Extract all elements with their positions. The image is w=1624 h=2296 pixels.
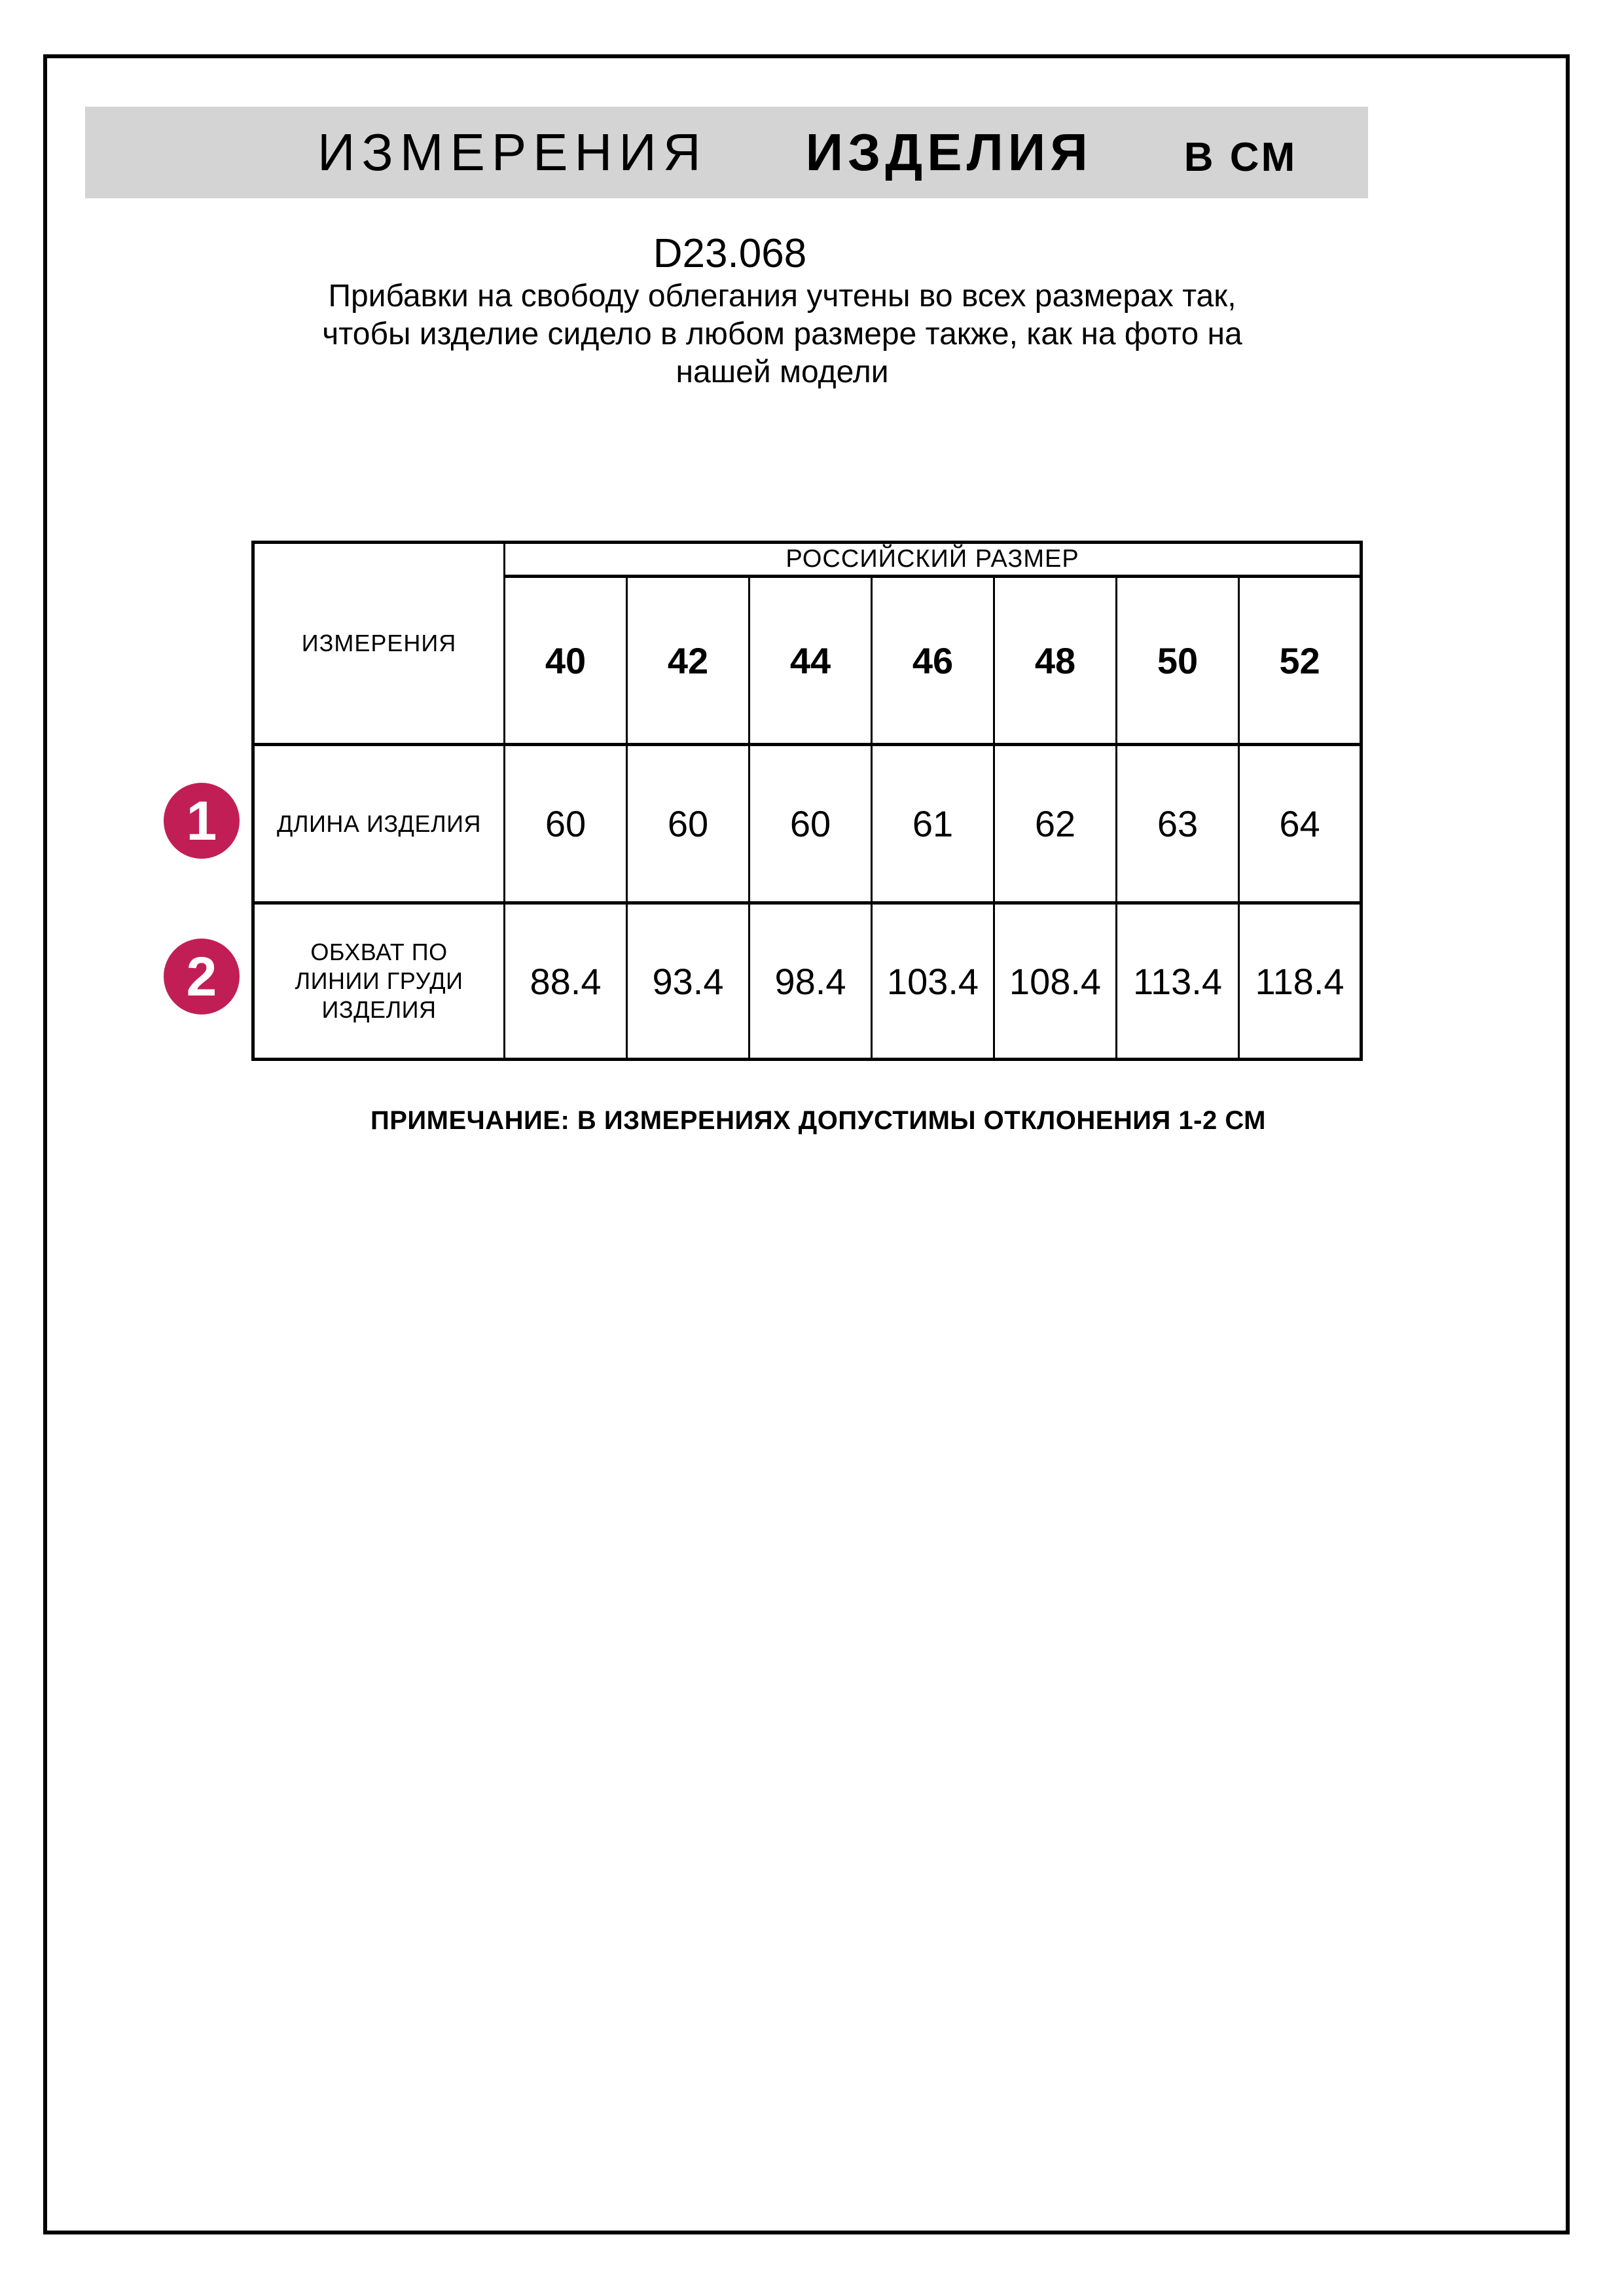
value-cell: 64 (1239, 745, 1362, 903)
table-group-header-row (253, 543, 1362, 577)
value-cell: 118.4 (1239, 903, 1362, 1060)
size-header-cell: 52 (1239, 577, 1362, 745)
row-label-line: ИЗДЕЛИЯ (321, 996, 437, 1023)
size-table (251, 541, 1363, 1061)
title-unit-label: В СМ (1183, 134, 1298, 180)
value-cell: 103.4 (872, 903, 994, 1060)
row-label-line: ОБХВАТ ПО (310, 939, 448, 965)
value-cell: 61 (872, 745, 994, 903)
value-cell: 60 (505, 745, 627, 903)
size-header-cell: 46 (872, 577, 994, 745)
description-line: нашей модели (676, 355, 889, 389)
value-cell: 88.4 (505, 903, 627, 1060)
size-header-cell: 50 (1117, 577, 1239, 745)
size-header-cell: 40 (505, 577, 627, 745)
product-code: D23.068 (653, 231, 807, 276)
row-label-line: ДЛИНА ИЗДЕЛИЯ (277, 810, 481, 837)
table-row-chest (253, 903, 1362, 1060)
description-paragraph (0, 278, 1564, 391)
note-text: ПРИМЕЧАНИЕ: В ИЗМЕРЕНИЯХ ДОПУСТИМЫ ОТКЛОНЕНИЯ 1-2 СМ (370, 1106, 1266, 1135)
size-header-cell: 48 (994, 577, 1117, 745)
value-cell: 60 (627, 745, 749, 903)
value-cell: 63 (1117, 745, 1239, 903)
table-row-length (253, 745, 1362, 903)
row-label-cell (253, 745, 505, 903)
row-label-cell (253, 903, 505, 1060)
value-cell: 60 (749, 745, 872, 903)
description-line: Прибавки на свободу облегания учтены во всех размерах так, (328, 279, 1236, 314)
title-bar (85, 107, 1368, 198)
title-product-word: ИЗДЕЛИЯ (805, 123, 1092, 181)
row-marker-2: 2 (164, 939, 240, 1014)
title-measurements-word: ИЗМЕРЕНИЯ (317, 123, 708, 181)
value-cell: 98.4 (749, 903, 872, 1060)
size-header-cell: 44 (749, 577, 872, 745)
value-cell: 108.4 (994, 903, 1117, 1060)
value-cell: 93.4 (627, 903, 749, 1060)
value-cell: 62 (994, 745, 1117, 903)
size-header-cell: 42 (627, 577, 749, 745)
value-cell: 113.4 (1117, 903, 1239, 1060)
description-line: чтобы изделие сидело в любом размере также, как на фото на (322, 317, 1242, 351)
row-label-line: ЛИНИИ ГРУДИ (295, 967, 463, 994)
corner-header-cell: ИЗМЕРЕНИЯ (253, 543, 505, 745)
row-marker-1: 1 (164, 783, 240, 859)
group-header-cell: РОССИЙСКИЙ РАЗМЕР (505, 543, 1362, 577)
